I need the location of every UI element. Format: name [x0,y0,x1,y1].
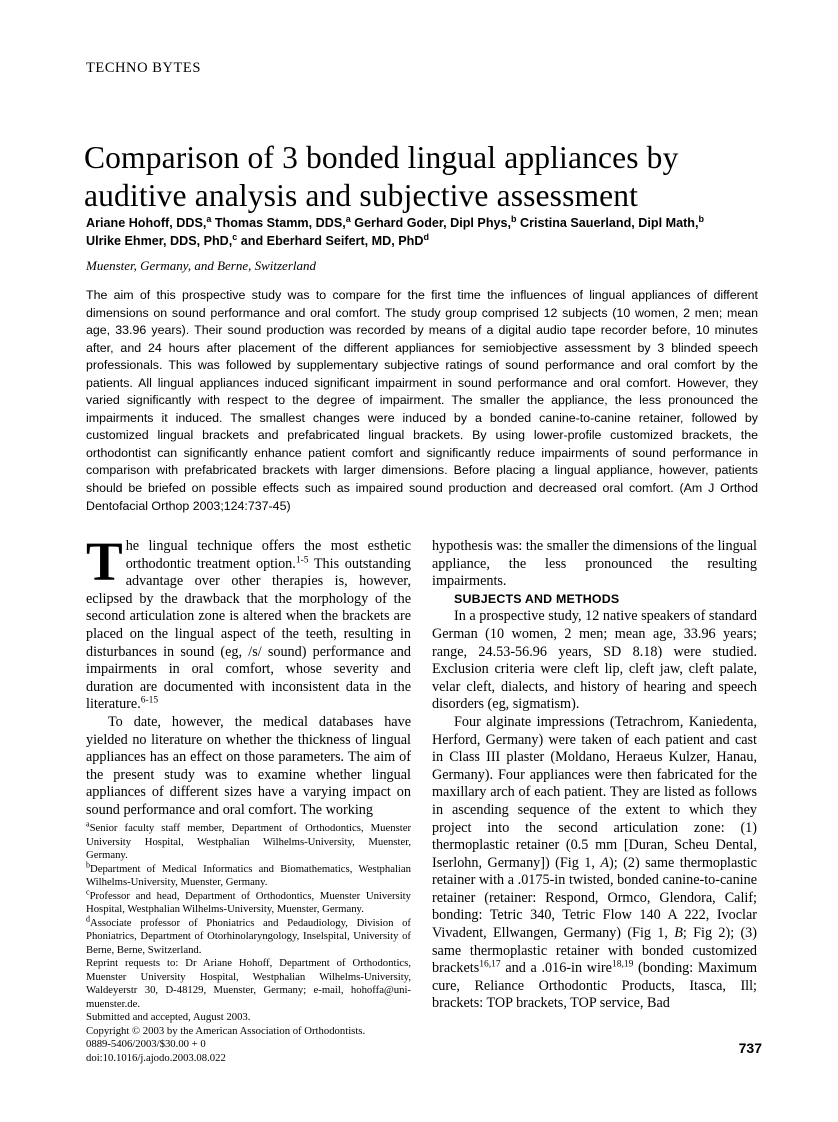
body-column-right [432,538,757,1013]
footnotes-block [86,819,411,1065]
running-head: TECHNO BYTES [86,60,201,76]
affiliation-city: Muenster, Germany, and Berne, Switzerland [86,258,317,273]
footnote-submitted: Submitted and accepted, August 2003. [86,1011,251,1023]
author-line-2: Ulrike Ehmer, DDS, PhD,$^c$ and Eberhard Seifert, MD, PhD$^d$ [86,231,429,248]
footnote-b-text: Department of Medical Informatics and Biomathematics, Westphalian Wilhelms-University, Muenster, Germany. [86,862,411,888]
page-number: 737 [738,1040,762,1056]
appliances-text-d: and a .016-in wire [500,960,612,977]
footnote-a [86,819,411,863]
footnote-marker-b: b [86,859,90,869]
appliances-text-b: ); (2) same thermoplastic retainer with a .0175-in twisted, bonded canine-to-canine retainer (retainer: Respond, Ormco, Glendora, Calif; bonding: Tetric 340, Tetric Flow 140 A 222, Ivoclar Vivadent, Ellwangen, Germany) (Fig 1, [432,854,757,942]
footnote-marker-c: c [86,886,90,896]
abstract: The aim of this prospective study was to compare for the first time the influences of lingual appliances of different dimensions on sound performance and oral comfort. The study group comprised 12 subjects (10 women, 2 men; mean age, 33.96 years). Their sound production was recorded by means of a digital audio tape recorder before, 10 minutes after, and 24 hours after placement of the different appliances for semiobjective assessment by 3 blinded speech professionals. This was followed by supplementary subjective ratings of sound performance and oral comfort by the patients. All lingual appliances induced significant impairment in sound performance and oral comfort. However, they varied significantly with respect to the degree of impairment. The smaller the appliance, the less pronounced the impairments it induced. The smallest changes were induced by a bonded canine-to-canine retainer, followed by customized lingual brackets and prefabricated lingual brackets. By using lower-profile customized brackets, the orthodontist can significantly enhance patient comfort and significantly reduce impairments of sound performance in comparison with prefabricated brackets with larger dimensions. Before placing a lingual appliance, however, patients should be briefed on possible effects such as impaired sound production and decreased oral comfort. (Am J Orthod Dentofacial Orthop 2003;124:737-45) [86,288,758,513]
paragraph-intro-text: he lingual technique offers the most esthetic orthodontic treatment option. [125,538,411,572]
footnote-d [86,913,411,958]
footnote-marker-d: d [86,913,90,923]
footnote-doi: doi:10.1016/j.ajodo.2003.08.022 [86,1051,226,1064]
page-title: Comparison of 3 bonded lingual appliances by auditive analysis and subjective assessment [84,140,679,214]
body-column-left [86,531,411,820]
footnote-copyright: Copyright © 2003 by the American Association of Orthodontists. [86,1024,366,1037]
paragraph-intro [86,531,411,714]
drop-cap: T [86,531,123,592]
paragraph-hypothesis: hypothesis was: the smaller the dimensions of the lingual appliance, the less pronounced the resulting impairments. [432,538,757,590]
author-list [86,215,762,250]
author-line-1: Ariane Hohoff, DDS,$^a$ Thomas Stamm, DDS,$^a$ Gerhard Goder, Dipl Phys,$^b$ Cristina Sauerland, Dipl Math,$^b$ [86,213,704,230]
paragraph-appliances [432,714,757,1013]
footnote-d-text: Associate professor of Phoniatrics and Pedaudiology, Division of Phoniatrics, Department of Otorhinolaryngology, Inselspital, University of Berne, Berne, Switzerland. [86,916,411,956]
paragraph-aim: To date, however, the medical databases have yielded no literature on whether the thickness of lingual appliances has an effect on those parameters. The aim of the present study was to examine whether lingual appliances of different sizes have a varying impact on sound performance and oral comfort. The working [86,713,411,818]
author-affil-marker: d [423,231,429,242]
figure-panel-label-a: A [600,854,610,871]
footnote-c-text: Professor and head, Department of Orthodontics, Muenster University Hospital, Westphalian Wilhelms-University, Muenster, Germany. [86,889,411,915]
footnote-reprint-requests: Reprint requests to: Dr Ariane Hohoff, Department of Orthodontics, Muenster University Hospital, Westphalian Wilhelms-University, Waldeyerstr 30, D-48129, Muenster, Germany; e-mail, hohoffa@uni-muenster.de. [86,957,411,1010]
footnote-marker-a: a [86,819,90,829]
citation-ref: 6-15 [140,695,159,706]
citation-ref: 16,17 [479,959,501,970]
footnote-issn: 0889-5406/2003/$30.00 + 0 [86,1038,206,1050]
figure-panel-label-b: B [674,925,683,942]
citation-ref: 18,19 [611,959,634,970]
appliances-text-c: ; Fig 2); (3) same thermoplastic retainer with bonded customized brackets [432,925,757,977]
section-heading-subjects-and-methods: SUBJECTS AND METHODS [454,591,620,606]
footnote-a-text: Senior faculty staff member, Department of Orthodontics, Muenster University Hospital, Westphalian Wilhelms-University, Muenster, Germany. [86,822,411,861]
paragraph-intro-cont: This outstanding advantage over other therapies is, however, eclipsed by the drawback that the morphology of the second articulation zone is altered when the brackets are placed on the lingual aspect of the teeth, resulting in disturbances in sound (eg, /s/ sound) performance and impairments in oral comfort, whose severity and duration are documented with inconsistent data in the literature. [86,555,411,713]
author-affil-marker: b [698,213,704,224]
appliances-text-e: (bonding: Maximum cure, Reliance Orthodontic Products, Itasca, Ill; brackets: TOP brackets, TOP service, Bad [432,960,757,1012]
footnote-b [86,859,411,890]
appliances-text-a: Four alginate impressions (Tetrachrom, Kaniedenta, Herford, Germany) were taken of each patient and cast in Class III plaster (Moldano, Heraeus Kulzer, Hanau, Germany). Four appliances were then fabricated for the maxillary arch of each patient. They are listed as follows in ascending sequence of the extent to which they project into the second articulation zone: (1) thermoplastic retainer (0.5 mm [Duran, Scheu Dental, Iserlohn, Germany]) (Fig 1, [432,713,757,871]
author-affil-marker: a [206,213,212,224]
citation-ref: 1-5 [295,554,309,565]
footnote-c [86,886,411,917]
paragraph-study-population: In a prospective study, 12 native speakers of standard German (10 women, 2 men; mean age, 33.96 years; range, 24.53-56.96 years, SD 8.18) were studied. Exclusion criteria were cleft lip, cleft jaw, cleft palate, velar cleft, dialects, and history of hearing and speech disorders (eg, sigmatism). [432,608,757,713]
author-affil-marker: a [345,213,351,224]
author-affil-marker: b [511,213,517,224]
author-affil-marker: c [232,231,238,242]
